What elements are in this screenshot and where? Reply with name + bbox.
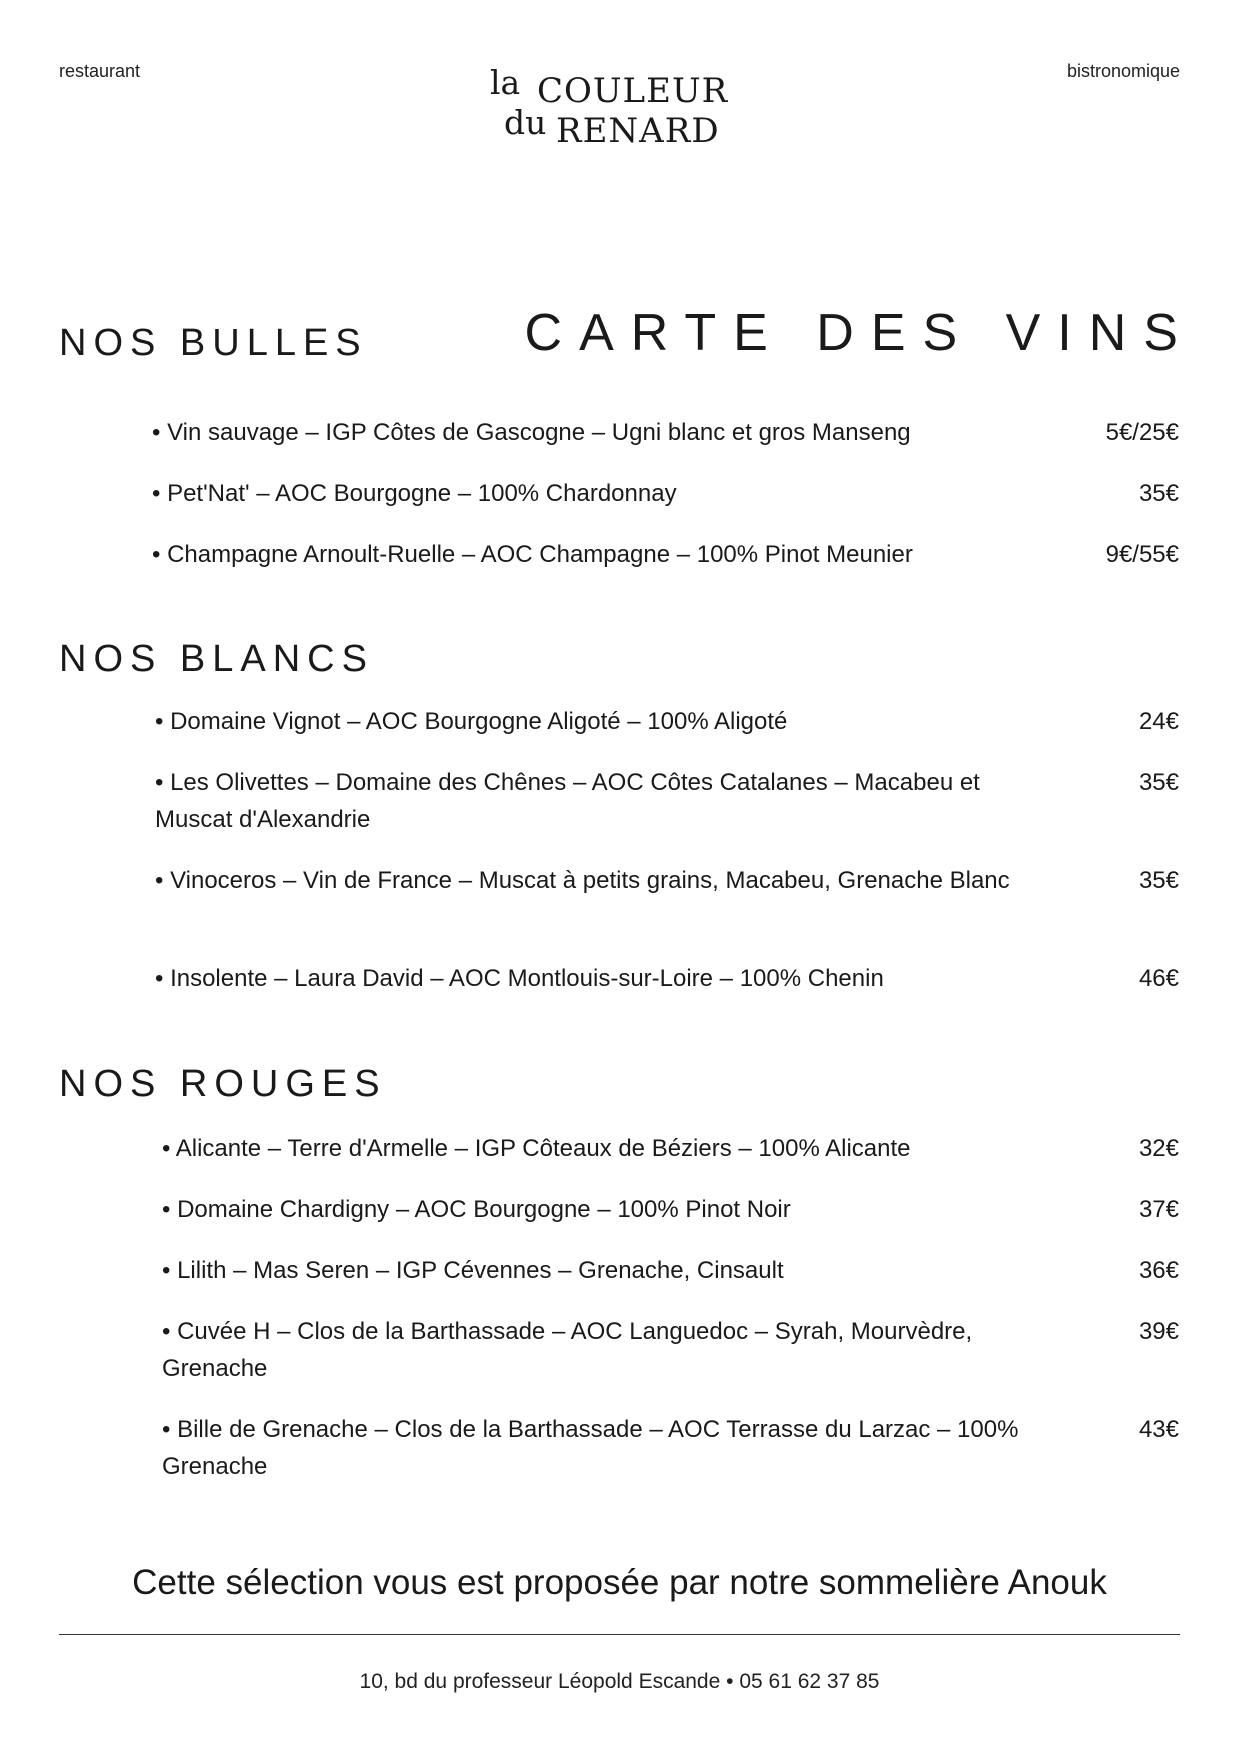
wine-description: • Les Olivettes – Domaine des Chênes – AOC Côtes Catalanes – Macabeu et Muscat d'Alexandrie bbox=[155, 769, 980, 833]
wine-price: 35€ bbox=[1138, 480, 1179, 507]
wine-item bbox=[162, 1313, 1179, 1387]
logo-la: la bbox=[490, 63, 521, 102]
wine-item bbox=[162, 1191, 1179, 1228]
restaurant-logo bbox=[490, 62, 750, 152]
section-title-bulles: NOS BULLES bbox=[59, 322, 368, 364]
wine-item bbox=[162, 1252, 1179, 1289]
wine-description: • Cuvée H – Clos de la Barthassade – AOC Languedoc – Syrah, Mourvèdre, Grenache bbox=[162, 1318, 973, 1382]
wine-item bbox=[155, 764, 1179, 838]
wine-description: • Pet'Nat' – AOC Bourgogne – 100% Chardonnay bbox=[152, 480, 677, 507]
wine-description: • Insolente – Laura David – AOC Montlouis-sur-Loire – 100% Chenin bbox=[155, 965, 884, 992]
page-title: CARTE DES VINS bbox=[524, 303, 1195, 362]
wine-description: • Domaine Chardigny – AOC Bourgogne – 100% Pinot Noir bbox=[162, 1196, 791, 1223]
wine-price: 24€ bbox=[1138, 708, 1179, 735]
wine-description: • Domaine Vignot – AOC Bourgogne Aligoté – 100% Aligoté bbox=[155, 708, 788, 735]
wine-item bbox=[155, 862, 1179, 936]
wine-description: • Alicante – Terre d'Armelle – IGP Côteaux de Béziers – 100% Alicante bbox=[162, 1135, 911, 1162]
wine-description: • Bille de Grenache – Clos de la Barthassade – AOC Terrasse du Larzac – 100% Grenache bbox=[162, 1416, 1019, 1480]
wine-item bbox=[155, 960, 1179, 997]
logo-du: du bbox=[504, 103, 547, 142]
wine-price: 43€ bbox=[1138, 1416, 1179, 1443]
wine-item bbox=[152, 536, 1179, 573]
wine-item bbox=[162, 1411, 1179, 1485]
wine-item bbox=[162, 1130, 1179, 1167]
header-left-label: restaurant bbox=[59, 61, 141, 81]
wine-price: 5€/25€ bbox=[1105, 419, 1179, 446]
wine-price: 32€ bbox=[1138, 1135, 1179, 1162]
wine-description: • Lilith – Mas Seren – IGP Cévennes – Grenache, Cinsault bbox=[162, 1257, 784, 1284]
logo-couleur: COULEUR bbox=[537, 71, 729, 111]
wine-price: 35€ bbox=[1138, 769, 1179, 796]
footer-divider bbox=[59, 1634, 1180, 1635]
wine-item bbox=[155, 703, 1179, 740]
wine-description: • Vinoceros – Vin de France – Muscat à petits grains, Macabeu, Grenache Blanc bbox=[155, 867, 1010, 894]
wine-price: 9€/55€ bbox=[1105, 541, 1179, 568]
wine-description: • Vin sauvage – IGP Côtes de Gascogne – Ugni blanc et gros Manseng bbox=[152, 419, 911, 446]
wine-price: 39€ bbox=[1138, 1318, 1179, 1345]
wine-price: 36€ bbox=[1138, 1257, 1179, 1284]
wine-item bbox=[152, 414, 1179, 451]
wine-price: 46€ bbox=[1138, 965, 1179, 992]
section-title-blancs: NOS BLANCS bbox=[59, 638, 374, 680]
sommelier-note: Cette sélection vous est proposée par notre sommelière Anouk bbox=[132, 1563, 1107, 1602]
section-title-rouges: NOS ROUGES bbox=[59, 1063, 387, 1105]
wine-price: 37€ bbox=[1138, 1196, 1179, 1223]
logo-renard: RENARD bbox=[556, 111, 720, 151]
footer-address-phone: 10, bd du professeur Léopold Escande • 05 61 62 37 85 bbox=[359, 1670, 880, 1693]
wine-description: • Champagne Arnoult-Ruelle – AOC Champagne – 100% Pinot Meunier bbox=[152, 541, 913, 568]
wine-item bbox=[152, 475, 1179, 512]
header-right-label: bistronomique bbox=[1066, 61, 1180, 81]
wine-price: 35€ bbox=[1138, 867, 1179, 894]
